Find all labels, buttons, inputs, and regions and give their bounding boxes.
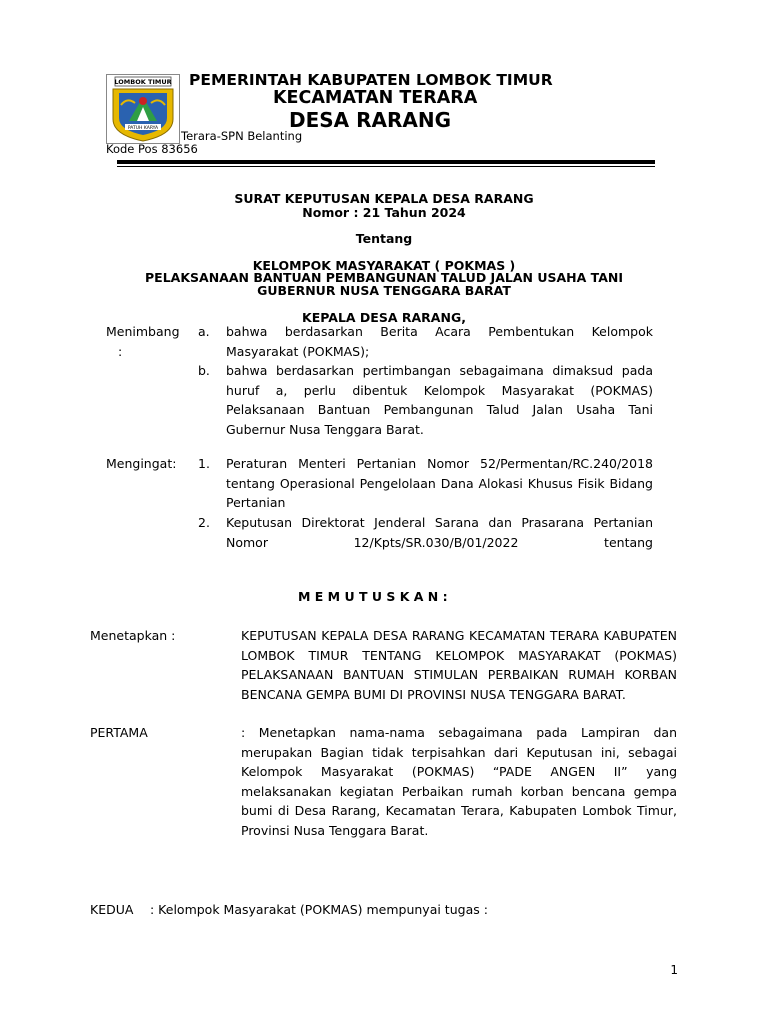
regency-logo (106, 74, 180, 144)
menimbang-colon: : (118, 344, 123, 359)
memutuskan-heading: M E M U T U S K A N : (298, 589, 448, 604)
menetapkan-text: KEPUTUSAN KEPALA DESA RARANG KECAMATAN TERARA KABUPATEN LOMBOK TIMUR TENTANG KELOMPOK MASYARAKAT (POKMAS) PELAKSANAAN BANTUAN STIMULAN PERBAIKAN RUMAH KORBAN BENCANA GEMPA BUMI DI PROVINSI NUSA TENGGARA BARAT. (241, 628, 677, 702)
decree-number: Nomor : 21 Tahun 2024 (302, 205, 466, 220)
logo-top-text: LOMBOK TIMUR (114, 78, 172, 86)
decree-subject-line2: PELAKSANAAN BANTUAN PEMBANGUNAN TALUD JALAN USAHA TANI (145, 270, 623, 285)
government-name: PEMERINTAH KABUPATEN LOMBOK TIMUR (189, 71, 553, 89)
letterhead-rule-thick (117, 160, 655, 164)
mengingat-item-2: Keputusan Direktorat Jenderal Sarana dan Prasarana Pertanian Nomor 12/Kpts/SR.030/B/01/2022 tentang (226, 515, 653, 550)
page-number: 1 (670, 963, 678, 977)
district-name: KECAMATAN TERARA (273, 88, 478, 108)
menimbang-marker-b: b. (198, 363, 210, 378)
menimbang-label: Menimbang (106, 324, 180, 339)
menimbang-marker-a: a. (198, 324, 210, 339)
regency-emblem-icon (107, 75, 179, 143)
decree-subject-line1: KELOMPOK MASYARAKAT ( POKMAS ) (252, 258, 516, 273)
logo-bottom-text: PATUH KARYA (127, 126, 159, 131)
decree-subject-line3: GUBERNUR NUSA TENGGARA BARAT (257, 283, 511, 298)
postal-code: Kode Pos 83656 (106, 142, 198, 156)
kedua-text: : Kelompok Masyarakat (POKMAS) mempunyai tugas : (150, 902, 488, 917)
official-title: KEPALA DESA RARANG, (302, 310, 466, 325)
mengingat-marker-1: 1. (198, 456, 210, 471)
menimbang-item-a: bahwa berdasarkan Berita Acara Pembentukan Kelompok Masyarakat (POKMAS); (226, 324, 653, 359)
mengingat-marker-2: 2. (198, 515, 210, 530)
letterhead-rule-thin (117, 166, 655, 167)
tentang-label: Tentang (355, 231, 413, 246)
decree-title: SURAT KEPUTUSAN KEPALA DESA RARANG (234, 191, 534, 206)
menetapkan-label: Menetapkan : (90, 628, 176, 643)
pertama-label: PERTAMA (90, 725, 148, 740)
kedua-label: KEDUA (90, 902, 134, 917)
mengingat-label: Mengingat: (106, 456, 177, 471)
mengingat-item-1: Peraturan Menteri Pertanian Nomor 52/Permentan/RC.240/2018 tentang Operasional Pengelolaan Dana Alokasi Khusus Fisik Bidang Pertanian (226, 456, 653, 510)
pertama-text: : Menetapkan nama-nama sebagaimana pada Lampiran dan merupakan Bagian tidak terpisahkan dari Keputusan ini, sebagai Kelompok Masyarakat (POKMAS) “PADE ANGEN II” yang melaksanakan kegiatan Perbaikan rumah korban bencana gempa bumi di Desa Rarang, Kecamatan Terara, Kabupaten Lombok Timur, Provinsi Nusa Tenggara Barat. (241, 725, 677, 838)
address: Terara-SPN Belanting (181, 129, 303, 143)
menimbang-item-b: bahwa berdasarkan pertimbangan sebagaimana dimaksud pada huruf a, perlu dibentuk Kelompok Masyarakat (POKMAS) Pelaksanaan Bantuan Pembangunan Talud Jalan Usaha Tani Gubernur Nusa Tenggara Barat. (226, 363, 653, 437)
village-name: DESA RARANG (289, 108, 452, 132)
